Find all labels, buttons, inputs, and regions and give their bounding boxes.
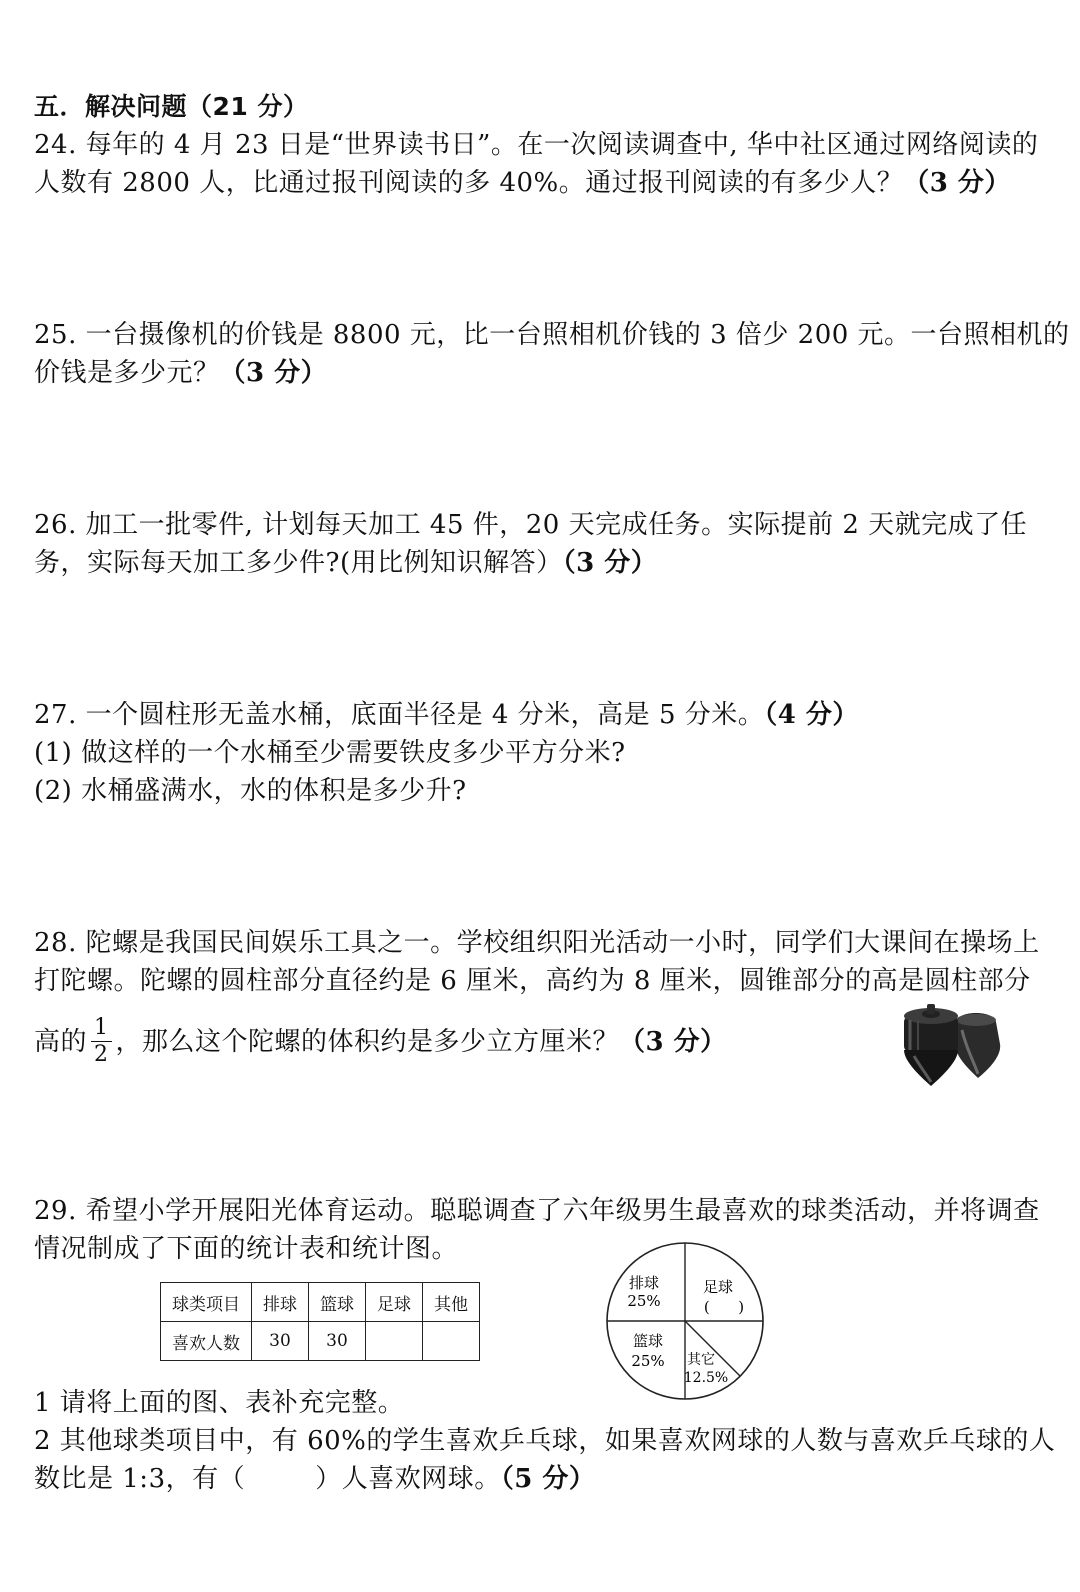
q25-line2 xyxy=(34,354,327,392)
q29-line1: 29. 希望小学开展阳光体育运动。聪聪调查了六年级男生最喜欢的球类活动，并将调查 xyxy=(34,1196,1040,1226)
table-cell: 喜欢人数 xyxy=(161,1322,252,1361)
q25-line1: 25. 一台摄像机的价钱是 8800 元，比一台照相机价钱的 3 倍少 200 元。一台照相机的 xyxy=(34,320,1070,350)
q28-frac-den: 2 xyxy=(94,1041,109,1067)
table-cell-blank xyxy=(423,1322,480,1361)
table-cell-blank xyxy=(366,1322,423,1361)
pie-label-other: 其它 xyxy=(687,1352,715,1368)
table-cell: 30 xyxy=(309,1322,366,1361)
q24-line1: 24. 每年的 4 月 23 日是“世界读书日”。在一次阅读调查中, 华中社区通过网络阅读的 xyxy=(34,130,1039,160)
front-top-shape xyxy=(904,1004,958,1086)
section-title: 五．解决问题（21 分） xyxy=(34,92,309,121)
q28-line2: 打陀螺。陀螺的圆柱部分直径约是 6 厘米，高约为 8 厘米，圆锥部分的高是圆柱部分 xyxy=(34,966,1031,996)
pie-pct-other: 12.5% xyxy=(683,1370,729,1386)
q24-score: （3 分） xyxy=(903,168,1011,198)
table-cell: 其他 xyxy=(423,1283,480,1322)
statistics-table xyxy=(160,1282,480,1361)
q27-score: （4 分） xyxy=(764,700,859,730)
q29-task2-score: （5 分） xyxy=(500,1464,596,1494)
pie-label-volleyball: 排球 xyxy=(628,1274,660,1292)
q28-line3 xyxy=(34,1014,727,1070)
table-cell: 篮球 xyxy=(309,1283,366,1322)
table-cell: 球类项目 xyxy=(161,1283,252,1322)
q27-line1 xyxy=(34,696,859,734)
q29-task2-text: 数比是 1:3，有（ ）人喜欢网球。 xyxy=(34,1464,501,1494)
q27-sub1: (1) 做这样的一个水桶至少需要铁皮多少平方分米? xyxy=(34,738,626,768)
q26-text: 务，实际每天加工多少件?(用比例知识解答） xyxy=(34,548,563,578)
q25-score: （3 分） xyxy=(219,358,328,388)
q28-score: （3 分） xyxy=(619,1027,727,1057)
spinning-top-image xyxy=(896,1000,1008,1090)
pie-chart xyxy=(600,1236,770,1406)
q28-line1: 28. 陀螺是我国民间娱乐工具之一。学校组织阳光活动一小时，同学们大课间在操场上 xyxy=(34,928,1040,958)
pie-pct-basketball: 25% xyxy=(631,1352,665,1370)
q27-sub2: (2) 水桶盛满水，水的体积是多少升? xyxy=(34,776,467,806)
table-cell: 足球 xyxy=(366,1283,423,1322)
q28-suffix: ，那么这个陀螺的体积约是多少立方厘米？ xyxy=(115,1027,620,1057)
pie-blank-football: ( ) xyxy=(703,1298,745,1316)
q29-line2: 情况制成了下面的统计表和统计图。 xyxy=(34,1234,459,1264)
q28-frac-num: 1 xyxy=(91,1015,112,1042)
q25-text: 价钱是多少元？ xyxy=(34,358,220,388)
q24-line2 xyxy=(34,164,1011,202)
pie-label-football: 足球 xyxy=(702,1278,734,1296)
back-top-shape xyxy=(956,1013,1000,1078)
q29-task2-line1: 2 其他球类项目中，有 60%的学生喜欢乒乓球，如果喜欢网球的人数与喜欢乒乓球的人 xyxy=(34,1426,1056,1456)
q24-text: 人数有 2800 人，比通过报刊阅读的多 40%。通过报刊阅读的有多少人？ xyxy=(34,168,904,198)
table-row xyxy=(161,1322,480,1361)
table-cell: 排球 xyxy=(252,1283,309,1322)
table-cell: 30 xyxy=(252,1322,309,1361)
table-header-row xyxy=(161,1283,480,1322)
q28-fraction xyxy=(91,1015,112,1068)
pie-label-basketball: 篮球 xyxy=(632,1332,664,1350)
q29-task2-line2 xyxy=(34,1460,595,1498)
q28-prefix: 高的 xyxy=(34,1027,88,1057)
q26-score: （3 分） xyxy=(562,548,658,578)
q27-text: 27. 一个圆柱形无盖水桶，底面半径是 4 分米，高是 5 分米。 xyxy=(34,700,765,730)
q29-task1: 1 请将上面的图、表补充完整。 xyxy=(34,1388,405,1418)
q26-line2 xyxy=(34,544,657,582)
pie-pct-volleyball: 25% xyxy=(627,1292,661,1310)
q26-line1: 26. 加工一批零件, 计划每天加工 45 件，20 天完成任务。实际提前 2 天就完成了任 xyxy=(34,510,1028,540)
